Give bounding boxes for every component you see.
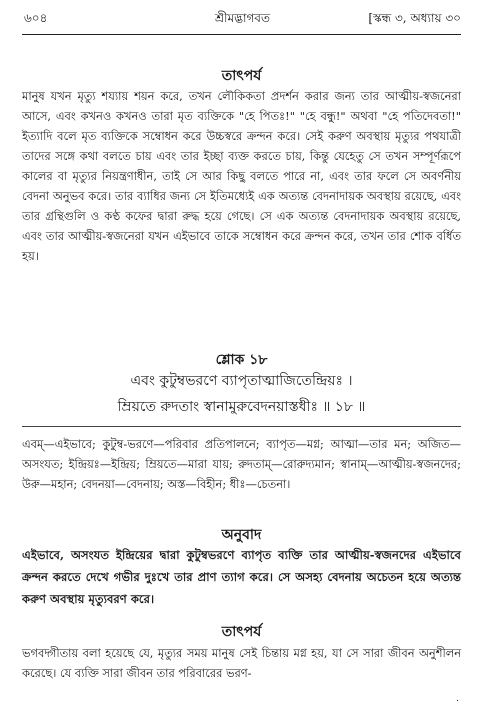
header-rule bbox=[22, 34, 461, 35]
verse-line-2: ম্রিয়তে রুদতাং স্বানামুরুবেদনয়াস্তধীঃ ॥ ১৮ ॥ bbox=[117, 399, 366, 415]
verse-heading: শ্লোক ১৮ bbox=[215, 352, 268, 368]
verse-separator bbox=[22, 426, 461, 427]
page-mark: . bbox=[456, 694, 459, 704]
word-synonyms: এবম্—এইভাবে; কুটুম্ব-ভরণে—পরিবার প্রতিপালনে; ব্যাপৃত—মগ্ন; আত্মা—তার মন; অজিত—অসংযত; ইন্দ্রিয়ঃ—ইন্দ্রিয়; ম্রিয়তে—মারা যায়; রুদতাম্—রোরুদ্যমান; স্বানাম্—আত্মীয়-স্বজনদের; উরু—মহান; বেদনয়া—বেদনায়; অস্ত—বিহীন; ধীঃ—চেতনা। bbox=[22, 437, 461, 491]
verse-line-1: এবং কুটুম্বভরণে ব্যাপৃতাত্মাজিতেন্দ্রিয়ঃ । bbox=[130, 373, 353, 389]
page-header bbox=[24, 10, 461, 28]
chapter-reference: [স্কন্ধ ৩, অধ্যায় ৩০ bbox=[368, 11, 461, 25]
purport-heading-2: তাৎপর্য bbox=[221, 624, 262, 640]
translation-paragraph: এইভাবে, অসংযত ইন্দ্রিয়ের দ্বারা কুটুম্বভরণে ব্যাপৃত ব্যক্তি তার আত্মীয়-স্বজনদের এইভাবে ক্রন্দন করতে দেখে গভীর দুঃখে তার প্রাণ ত্যাগ করে। সে অসহ্য বেদনায় অচেতন হয়ে অত্যন্ত করুণ অবস্থায় মৃত্যুবরণ করে। bbox=[22, 548, 461, 606]
purport-paragraph-2: ভগবদ্গীতায় বলা হয়েছে যে, মৃত্যুর সময় মানুষ সেই চিন্তায় মগ্ন হয়, যা সে সারা জীবন অনুশীলন করেছে। যে ব্যক্তি সারা জীবন তার পরিবারের ভরণ- bbox=[22, 646, 461, 680]
purport-paragraph: মানুষ যখন মৃত্যু শয্যায় শয়ন করে, তখন লৌকিকতা প্রদর্শন করার জন্য তার আত্মীয়-স্বজনেরা আসে, এবং কখনও কখনও তারা মৃত ব্যক্তিকে "হে পিতঃ!" "হে বন্ধু!" অথবা "হে পতিদেবতা!" ইত্যাদি বলে মৃত ব্যক্তিকে সম্বোধন করে উচ্চস্বরে ক্রন্দন করে। সেই করুণ অবস্থায় মৃত্যুর পথযাত্রী তাদের সঙ্গে কথা বলতে চায় এবং তার ইচ্ছা ব্যক্ত করতে চায়, কিন্তু যেহেতু সে তখন সম্পূর্ণরূপে কালের বা মৃত্যুর নিয়ন্ত্রণাধীন, তাই সে আর কিছু বলতে পারে না, এবং তার ফলে সে অবর্ণনীয় বেদনা অনুভব করে। তার ব্যাধির জন্য সে ইতিমধ্যেই এক অত্যন্ত বেদনাদায়ক অবস্থায় রয়েছে, এবং তার গ্রন্থিগুলি ও কণ্ঠ কফের দ্বারা রুদ্ধ হয়ে গেছে। সে এক অত্যন্ত বেদনাদায়ক অবস্থায় রয়েছে, এবং তার আত্মীয়-স্বজনেরা যখন এইভাবে তাকে সম্বোধন করে ক্রন্দন করে, তখন তার শোক বর্ধিত হয়। bbox=[22, 89, 461, 263]
book-title: শ্রীমদ্ভাগবত bbox=[214, 11, 270, 25]
purport-heading: তাৎপর্য bbox=[221, 68, 262, 84]
page-number: ৬০৪ bbox=[24, 11, 48, 25]
translation-heading: অনুবাদ bbox=[221, 527, 262, 543]
